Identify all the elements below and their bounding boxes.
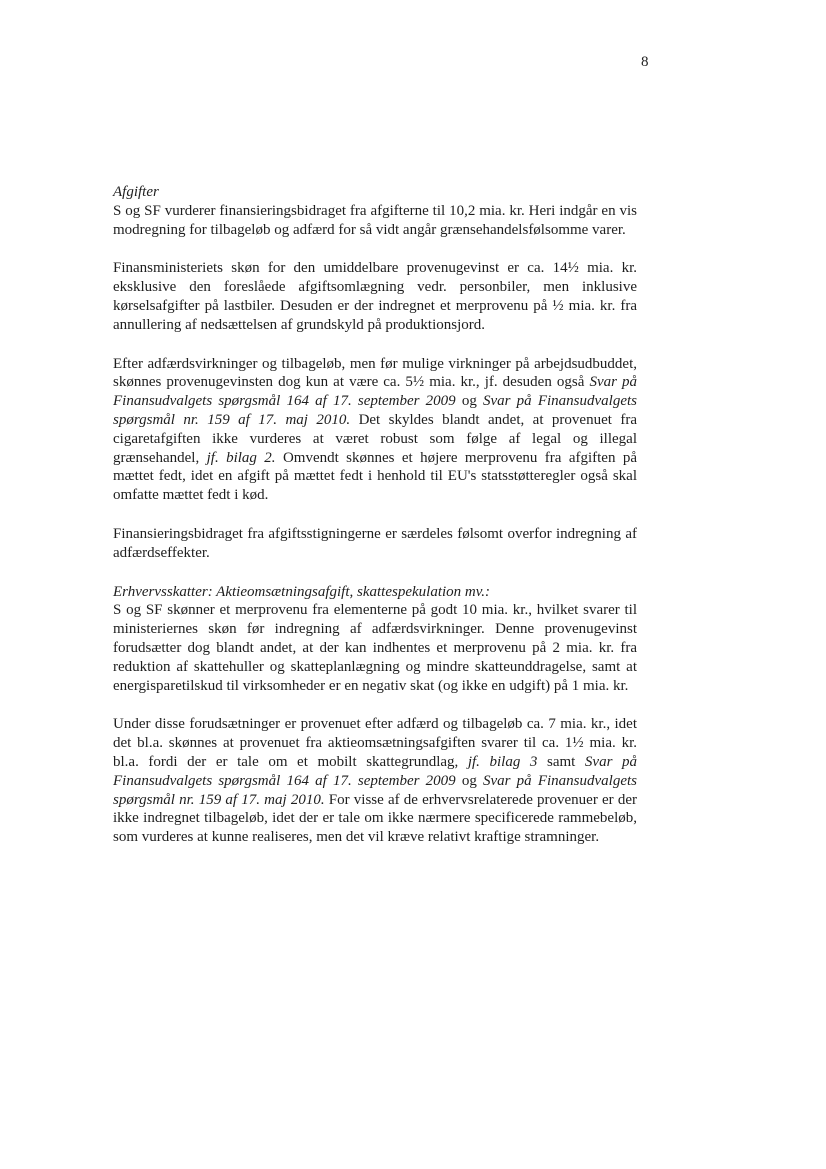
section-erhverv-intro — [113, 583, 637, 696]
reference-italic: jf. bilag 3 — [467, 753, 538, 770]
reference-italic: Svar på Finansudvalgets spørgsmål nr. 159 af 17. maj 2010. — [113, 393, 637, 428]
reference-italic: jf. bilag 2. — [206, 449, 276, 466]
text-run: og — [455, 393, 484, 410]
section-heading-erhvervsskatter: Erhvervsskatter: Aktieomsætningsafgift, skattespekulation mv.: — [113, 583, 491, 600]
reference-italic: Svar på Finansudvalgets spørgsmål nr. 159 af 17. maj 2010. — [113, 772, 637, 808]
reference-italic: Svar på Finansudvalgets spørgsmål 164 af 17. september 2009 — [113, 374, 638, 410]
paragraph: S og SF vurderer finansieringsbidraget fra afgifterne til 10,2 mia. kr. Heri indgår en vis modregning for tilbageløb og adfærd for så vidt angår grænsehandelsfølsomme varer. — [113, 202, 637, 238]
text-run: Efter adfærdsvirkninger og tilbageløb, men før mulige virkninger på arbejdsudbuddet, skønnes provenugevinsten dog kun at være ca. 5½ mia. kr., jf. desuden også — [113, 355, 637, 391]
paragraph: S og SF skønner et merprovenu fra elementerne på godt 10 mia. kr., hvilket svarer til ministeriernes skøn før indregning af adfærdsvirkninger. Denne provenugevinst forudsætter dog blandt andet, at der kan indhentes et merprovenu på 2 mia. kr. fra reduktion af skattehuller og skatteplanlægning og mindre skatteunddragelse, samt at energisparetilskud til virksomheder er en negativ skat (og ikke en udgift) på 1 mia. kr. — [113, 602, 637, 694]
reference-italic: Svar på Finansudvalgets spørgsmål 164 af 17. september 2009 — [113, 753, 637, 789]
text-run: samt — [537, 753, 585, 770]
text-run: og — [455, 772, 484, 789]
text-run: For visse af de erhvervsrelaterede provenuer er der ikke indregnet tilbageløb, idet der er tale om ikke nærmere specificerede rammebeløb, som vurderes at kunne realiseres, men det vil kræve relativt kraftige stramninger. — [113, 791, 637, 846]
document-body — [113, 183, 637, 867]
text-run: Omvendt skønnes et højere merprovenu fra afgiften på mættet fedt, idet en afgift på mættet fedt i henhold til EU's statsstøtteregler også skal omfatte mættet fedt i kød. — [113, 449, 637, 504]
paragraph — [113, 355, 637, 505]
paragraph: Finansieringsbidraget fra afgiftsstigningerne er særdeles følsomt overfor indregning af adfærdseffekter. — [113, 525, 637, 561]
page-number: 8 — [641, 54, 649, 70]
text-run: Under disse forudsætninger er provenuet efter adfærd og tilbageløb ca. 7 mia. kr., idet det bl.a. skønnes at provenuet fra aktieomsætningsafgiften svarer til ca. 1½ mia. kr. bl.a. fordi der er tale om et mobilt skattegrundlag, — [113, 716, 637, 770]
section-heading-afgifter: Afgifter — [113, 184, 159, 200]
paragraph: Finansministeriets skøn for den umiddelbare provenugevinst er ca. 14½ mia. kr. eksklusive den foreslåede afgiftsomlægning vedr. personbiler, men inklusive kørselsafgifter på lastbiler. Desuden er der indregnet et merprovenu på ½ mia. kr. fra annullering af nedsættelsen af grundskyld på produktionsjord. — [113, 260, 637, 333]
paragraph — [113, 715, 637, 847]
text-run: Det skyldes blandt andet, at provenuet fra cigaretafgiften ikke vurderes at været robust som følge af legal og illegal grænsehandel, — [113, 411, 637, 466]
section-afgifter-intro — [113, 183, 637, 239]
